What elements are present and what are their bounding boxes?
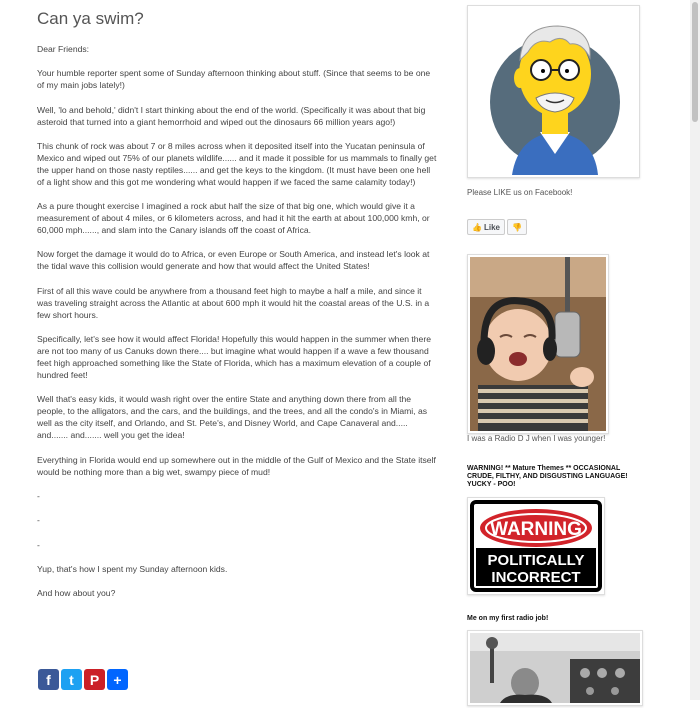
radio-job-image [470,633,640,703]
more-share-button[interactable]: + [107,669,128,690]
warning-sign-top-text: WARNING [490,519,582,540]
post-paragraph: Dear Friends: [37,44,90,54]
post-paragraph: Everything in Florida would end up somewhere out in the middle of the Gulf of Mexico and the State itself would be nothing more than a big wet, swampy piece of mud! [37,454,436,477]
pinterest-share-button[interactable]: P [84,669,105,690]
dj-caption: I was a Radio D J when I was younger! [467,434,606,443]
scrollbar-thumb[interactable] [692,2,698,122]
twitter-share-button[interactable]: t [61,669,82,690]
post-paragraph: - [37,515,40,526]
post-paragraph: Specifically, let's see how it would affect Florida! Hopefully this would happen in the summer when there are not too many of us Canuks down there.... but imagine what would happen if a wave a few thousand feet high approached something like the State of Florida, which has a maximum elevation of a couple of hundred feet! [37,334,431,381]
post-paragraph: Well that's easy kids, it would wash right over the entire State and anything down there from all the people, to the alligators, and the cars, and the buildings, and the trees, and all the condo's in Miami, as well as the city itself, and Orlando, and St. Pete's, and Disney World, and Cape Canaveral and..... and....... and....... well you get the idea! [37,394,428,441]
thumbs-down-icon: 👎 [511,222,522,232]
post-paragraph: This chunk of rock was about 7 or 8 miles across when it deposited itself into the Yucatan peninsula of Mexico and wiped out 75% of our planets wildlife...... and it made it possible for us mammals to finally get the upper hand on those nasty reptiles...... and get the keys to the kingdom. (It must have been one hell of a light show and this got me wondering what would happen if we faced the same calamity today!) [37,140,437,187]
post-paragraph: And how about you? [37,588,116,599]
radio-widget-title: Me on my first radio job! [467,615,549,622]
facebook-caption: Please LIKE us on Facebook! [467,188,573,197]
post-paragraph: - [37,490,40,501]
radio-job-photo[interactable] [467,630,643,706]
like-button[interactable] [467,219,505,235]
post-paragraph: First of all this wave could be anywhere from a thousand feet high to maybe a half a mile, and since it was traveling straight across the Atlantic at about 600 mph it would hit the coastal areas of the U.S. in a few short hours. [37,285,430,320]
baby-dj-photo[interactable] [467,254,609,434]
baby-dj-image [470,257,606,431]
post-paragraph: Yup, that's how I spent my Sunday afternoon kids. [37,563,228,574]
warning-sign-line2: INCORRECT [491,569,581,586]
post-paragraph: Your humble reporter spent some of Sunday afternoon thinking about stuff. (Since that seems to be one of my main jobs lately!) [37,68,431,91]
post-paragraph: Now forget the damage it would do to Africa, or even Europe or South America, and instead let's look at the tidal wave this collision would generate and how that would affect the United States! [37,249,430,272]
blog-post [37,6,439,611]
warning-sign-image[interactable] [467,497,605,595]
post-title[interactable]: Can ya swim? [37,9,144,28]
dislike-button[interactable] [507,219,527,235]
facebook-share-button[interactable]: f [38,669,59,690]
warning-sign-line1: POLITICALLY [487,552,585,569]
facebook-like-widget [467,219,527,235]
like-label: Like [483,222,500,232]
post-paragraph: Well, 'lo and behold,' didn't I start thinking about the end of the world. (Specifically it was about that big asteroid that turned into a giant hemorrhoid and wiped out the dinosaurs 66 million years ago!) [37,104,426,127]
post-paragraph: As a pure thought exercise I imagined a rock abut half the size of that big one, which would give it a measurement of about 4 miles, or 6 kilometers across, and had it hit the earth at about 100,000 kmh, or 60,000 mph......, and slam into the Canary islands off the coast of Africa. [37,201,430,236]
warning-widget-title: WARNING! ** Mature Themes ** OCCASIONAL CRUDE, FILTHY, AND DISGUSTING LANGUAGE! YUCKY - POO! [467,465,628,488]
warning-sign [470,500,602,592]
thumbs-up-icon: 👍 [472,222,482,232]
vertical-scrollbar[interactable] [690,0,700,700]
share-buttons [38,669,128,690]
post-body [37,43,439,599]
post-paragraph: - [37,539,40,550]
avatar-image-frame[interactable] [467,5,640,178]
avatar-cartoon [470,8,637,175]
